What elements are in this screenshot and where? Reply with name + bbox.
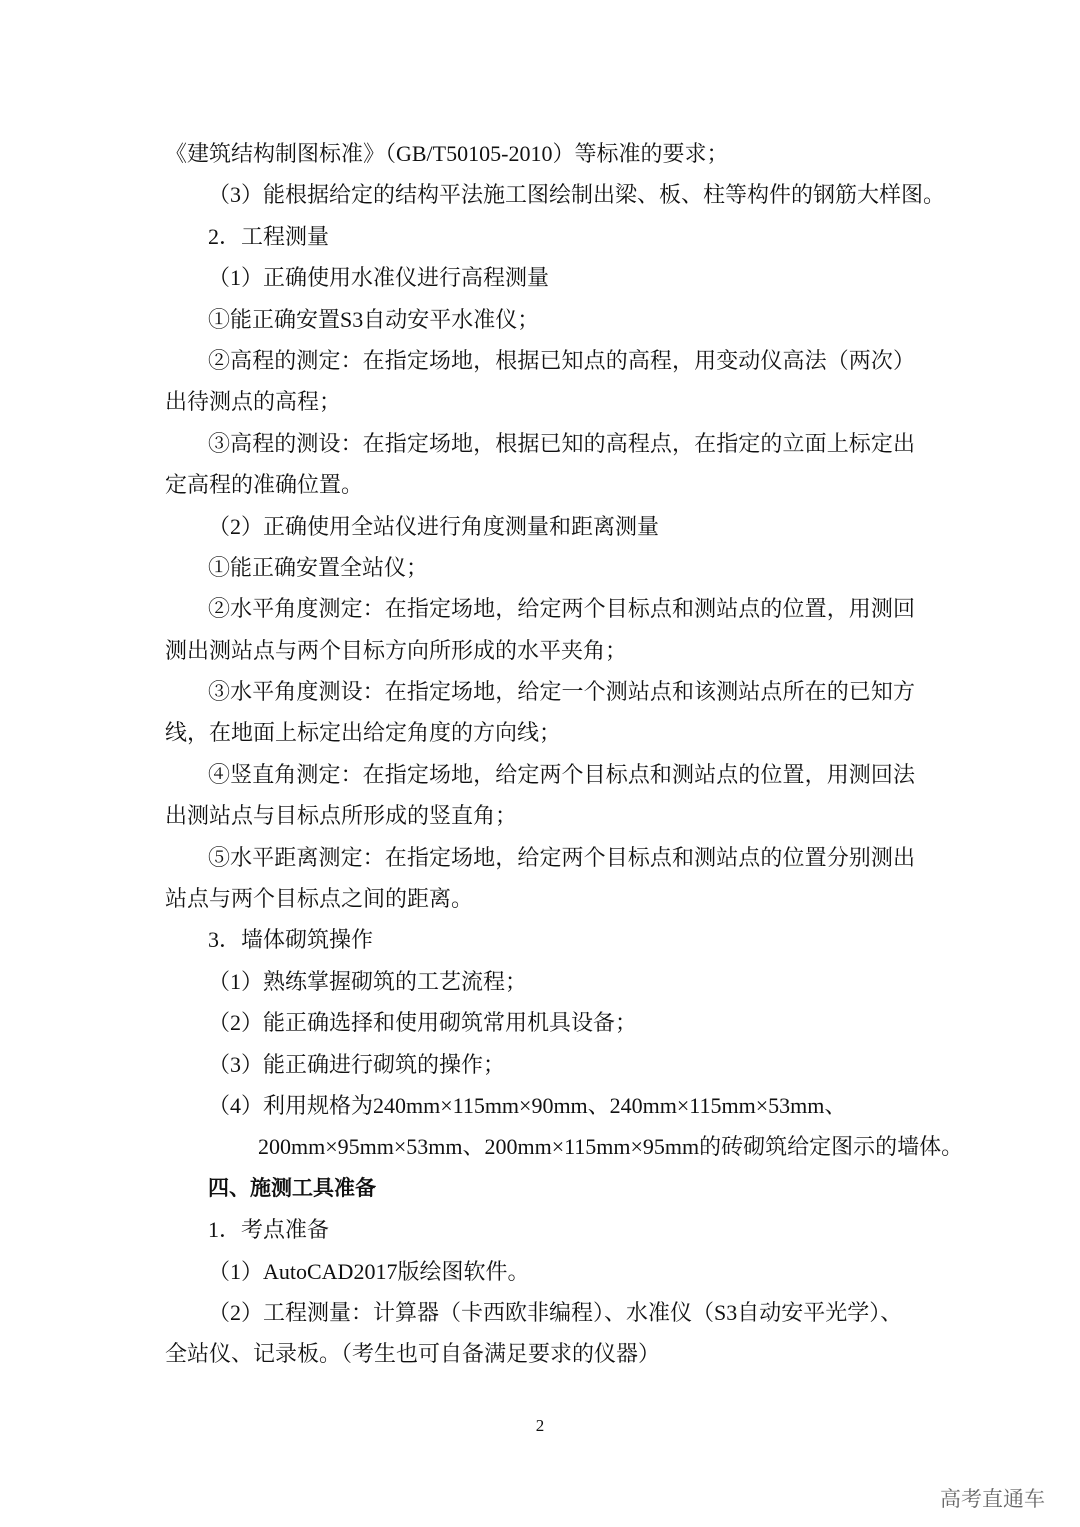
text-line: （1）AutoCAD2017版绘图软件。 [208,1258,530,1284]
text-line: （1）正确使用水准仪进行高程测量 [208,265,550,291]
document-body [165,133,964,1375]
text-line: ④竖直角测定：在指定场地，给定两个目标点和测站点的位置，用测回法 [208,761,915,787]
text-line: ③高程的测设：在指定场地，根据已知的高程点，在指定的立面上标定出 [208,430,915,456]
text-line: 全站仪、记录板。（考生也可自备满足要求的仪器） [165,1341,661,1367]
text-line: 2．工程测量 [208,223,330,249]
text-line: 出待测点的高程； [165,389,342,415]
text-line: （2）能正确选择和使用砌筑常用机具设备； [208,1010,638,1036]
text-line: 站点与两个目标点之间的距离。 [165,886,474,912]
watermark: 高考直通车 [940,1487,1045,1511]
text-line: 出测站点与目标点所形成的竖直角； [165,803,518,829]
text-line: 测出测站点与两个目标方向所形成的水平夹角； [165,637,628,663]
text-line: 200mm×95mm×53mm、200mm×115mm×95mm的砖砌筑给定图示的墙体。 [258,1134,964,1160]
text-line: 线，在地面上标定出给定角度的方向线； [165,720,562,746]
text-line: 《建筑结构制图标准》（GB/T50105-2010）等标准的要求； [165,141,729,166]
text-line: ②水平角度测定：在指定场地，给定两个目标点和测站点的位置，用测回 [208,596,915,622]
text-line: ①能正确安置全站仪； [208,554,429,580]
text-line: （1）熟练掌握砌筑的工艺流程； [208,968,528,994]
page-number: 2 [535,1416,545,1435]
text-line: ⑤水平距离测定：在指定场地，给定两个目标点和测站点的位置分别测出 [208,844,915,870]
text-line: ②高程的测定：在指定场地，根据已知点的高程，用变动仪高法（两次） [208,347,915,373]
text-line: ③水平角度测设：在指定场地，给定一个测站点和该测站点所在的已知方 [208,679,915,705]
text-line: ①能正确安置S3自动安平水准仪； [208,306,540,332]
text-line: （4）利用规格为240mm×115mm×90mm、240mm×115mm×53mm、 [208,1092,847,1118]
text-line: 定高程的准确位置。 [165,472,364,498]
text-line: 1．考点准备 [208,1217,330,1243]
text-line: （2）正确使用全站仪进行角度测量和距离测量 [208,513,660,539]
section-heading: 四、施测工具准备 [208,1175,376,1200]
text-line: 3．墙体砌筑操作 [208,927,374,953]
text-line: （3）能正确进行砌筑的操作； [208,1051,506,1077]
text-line: （3）能根据给定的结构平法施工图绘制出梁、板、柱等构件的钢筋大样图。 [208,182,946,208]
text-line: （2）工程测量：计算器（卡西欧非编程）、水准仪（S3自动安平光学）、 [208,1299,903,1325]
